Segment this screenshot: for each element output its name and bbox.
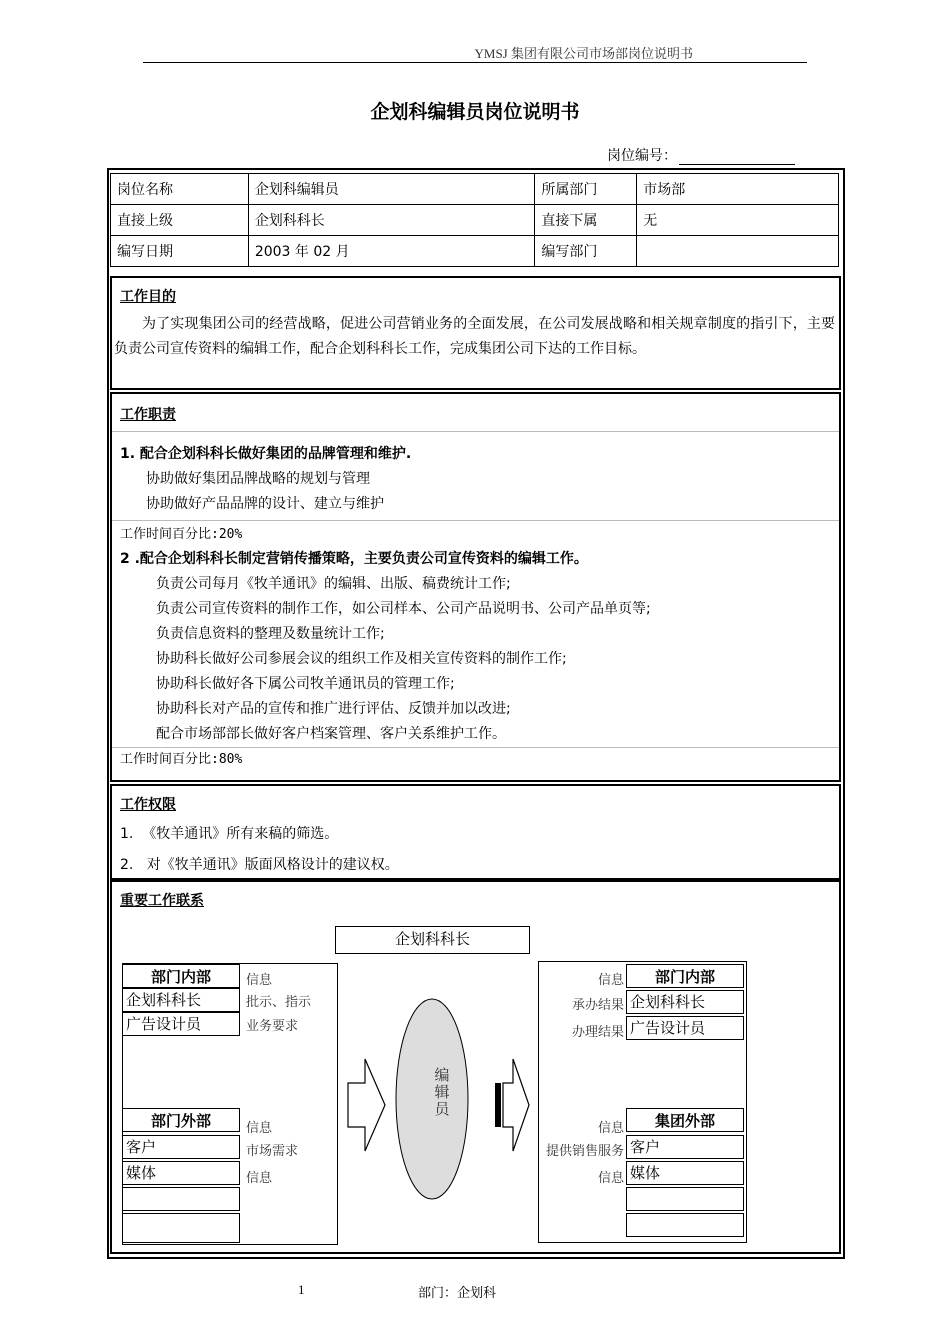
info-table [110,173,839,267]
dept-value: 市场部 [637,174,839,205]
header-rule [143,62,807,63]
center-role-label: 编辑员 [434,1068,450,1118]
post-number-blank [679,150,795,165]
right-external-row-empty [626,1187,744,1211]
purpose-section [110,276,841,390]
right-external-row: 客户 [626,1135,744,1159]
list-item: 协助做好产品品牌的设计、建立与维护 [146,496,384,512]
post-name-label: 岗位名称 [111,174,249,205]
duty-1-divider [112,520,839,521]
right-internal-header: 部门内部 [626,964,744,988]
duties-divider [112,431,839,432]
left-internal-header: 部门内部 [122,964,240,988]
list-item: 协助做好集团品牌战略的规划与管理 [146,471,370,487]
left-external-label: 信息 [246,1120,273,1135]
top-box-superior: 企划科科长 [335,926,530,954]
left-external-label: 市场需求 [246,1143,299,1158]
left-internal-label: 业务要求 [246,1018,299,1033]
date-value: 2003 年 02 月 [248,236,535,267]
left-external-row-empty [122,1187,240,1211]
duties-title: 工作职责 [120,407,176,423]
purpose-title: 工作目的 [120,289,176,305]
duty-2-time: 工作时间百分比:80% [120,752,243,767]
duty-item-1 [120,442,835,517]
left-external-label: 信息 [246,1170,273,1185]
left-external-header: 部门外部 [122,1108,240,1132]
list-item: 1. 《牧羊通讯》所有来稿的筛选。 [120,826,339,842]
left-external-row: 媒体 [122,1161,240,1185]
left-external-row: 客户 [122,1135,240,1159]
list-item: 负责公司每月《牧羊通讯》的编辑、出版、稿费统计工作; [156,576,511,592]
left-internal-row: 企划科科长 [122,988,240,1012]
right-external-row: 媒体 [626,1161,744,1185]
superior-label: 直接上级 [111,205,249,236]
post-number-label: 岗位编号： [607,148,677,164]
right-external-row-empty [626,1213,744,1237]
list-item: 负责信息资料的整理及数量统计工作; [156,626,385,642]
arrow-right-icon [493,1055,533,1155]
post-number [607,145,795,165]
right-internal-row: 广告设计员 [626,1016,744,1040]
superior-value: 企划科科长 [248,205,535,236]
subordinate-label: 直接下属 [535,205,637,236]
duty-2-heading: 2 .配合企划科科长制定营销传播策略，主要负责公司宣传资料的编辑工作。 [120,551,588,567]
list-item: 协助科长做好公司参展会议的组织工作及相关宣传资料的制作工作; [156,651,567,667]
right-external-label: 信息 [597,1170,624,1185]
left-internal-row: 广告设计员 [122,1012,240,1036]
right-internal-row: 企划科科长 [626,990,744,1014]
right-internal-label: 承办结果 [571,997,624,1012]
list-item: 负责公司宣传资料的制作工作，如公司样本、公司产品说明书、公司产品单页等; [156,601,651,617]
duties-section [110,392,841,782]
running-header: YMSJ 集团有限公司市场部岗位说明书 [474,46,693,61]
page-number: 1 [298,1282,305,1297]
duty-1-heading: 1. 配合企划科科长做好集团的品牌管理和维护. [120,446,412,462]
dept-label: 所属部门 [535,174,637,205]
document-title: 企划科编辑员岗位说明书 [370,101,580,123]
arrow-right-icon [345,1055,390,1155]
table-row [111,174,839,205]
duty-1-time: 工作时间百分比:20% [120,527,243,542]
date-label: 编写日期 [111,236,249,267]
list-item: 协助科长做好各下属公司牧羊通讯员的管理工作; [156,676,455,692]
table-row [111,205,839,236]
left-internal-label: 信息 [246,972,273,987]
writer-dept-value [637,236,839,267]
purpose-text: 为了实现集团公司的经营战略，促进公司营销业务的全面发展，在公司发展战略和相关规章制度的指引下，主要负责公司宣传资料的编辑工作，配合企划科科长工作，完成集团公司下达的工作目标。 [114,316,835,357]
right-external-header: 集团外部 [626,1108,744,1132]
list-item: 2. 对《牧羊通讯》版面风格设计的建议权。 [120,857,399,873]
relations-title: 重要工作联系 [120,893,204,909]
left-external-row-empty [122,1213,240,1243]
authority-section [110,784,841,880]
left-internal-label: 批示、指示 [246,994,312,1009]
table-row [111,236,839,267]
subordinate-value: 无 [637,205,839,236]
duty-item-2 [120,522,835,747]
right-external-label: 信息 [597,1120,624,1135]
right-internal-label: 信息 [597,972,624,987]
list-item: 配合市场部部长做好客户档案管理、客户关系维护工作。 [156,726,506,742]
right-external-label: 提供销售服务 [545,1143,624,1158]
list-item: 协助科长对产品的宣传和推广进行评估、反馈并加以改进; [156,701,511,717]
writer-dept-label: 编写部门 [535,236,637,267]
footer-dept: 部门：企划科 [418,1285,497,1300]
post-name-value: 企划科编辑员 [248,174,535,205]
authority-title: 工作权限 [120,797,176,813]
right-internal-label: 办理结果 [571,1024,624,1039]
